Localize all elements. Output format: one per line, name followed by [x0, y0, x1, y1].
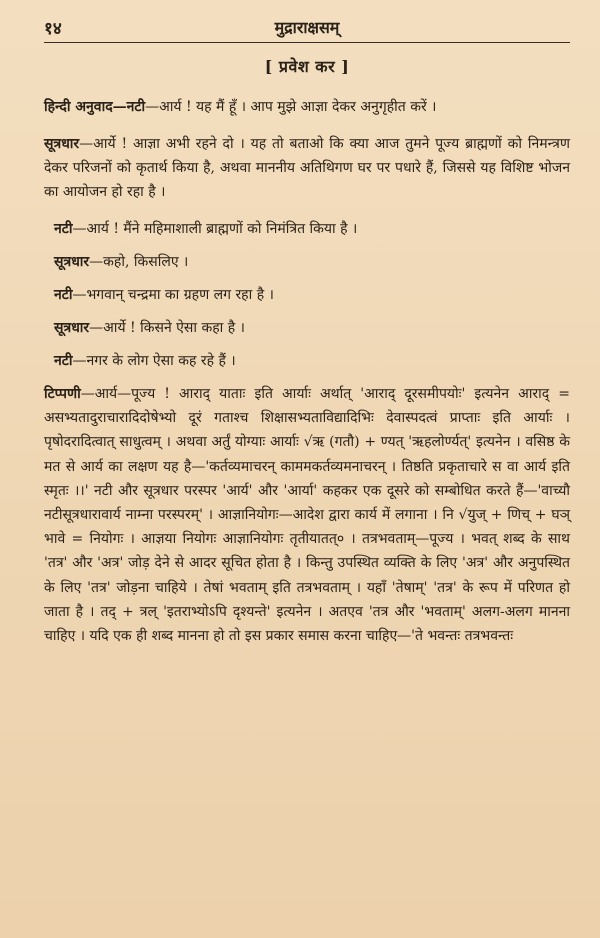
speaker-label: सूत्रधार: [54, 320, 90, 336]
speaker-label: नटी: [54, 353, 73, 369]
dialogue-text: —नगर के लोग ऐसा कह रहे हैं ।: [72, 353, 236, 369]
speaker-label: नटी: [54, 287, 73, 303]
notes-label: टिप्पणी: [44, 386, 81, 402]
speaker-label: सूत्रधार: [44, 136, 80, 152]
dialogue-line: [44, 283, 570, 307]
sutradhar-paragraph: [44, 132, 570, 204]
dialogue-text: —आर्य ! मैंने महिमाशाली ब्राह्मणों को निमंत्रित किया है ।: [72, 221, 358, 237]
dialogue-line: [44, 349, 570, 373]
speaker-label: हिन्दी अनुवाद—नटी: [44, 99, 146, 115]
notes-paragraph: [44, 382, 570, 648]
translation-paragraph: [44, 95, 570, 119]
dialogue-text: —कहो, किसलिए ।: [89, 254, 189, 270]
dialogue-text: —आर्ये ! आज्ञा अभी रहने दो । यह तो बताओ कि क्या आज तुमने पूज्य ब्राह्मणों को निमन्त्रण देकर परिजनों को कृतार्थ किया है, अथवा माननीय अतिथिगण घर पर पधारे हैं, जिससे यह विशिष्ट भोजन का आयोजन हो रहा है ।: [44, 136, 570, 200]
speaker-label: सूत्रधार: [54, 254, 90, 270]
dialogue-text: —आर्ये ! किसने ऐसा कहा है ।: [89, 320, 245, 336]
running-header: [44, 16, 570, 40]
notes-text: —आर्य—पूज्य ! आराद् याताः इति आर्याः अर्थात् 'आराद् दूरसमीपयोः' इत्यनेन आराद् = असभ्यतादुराचारादिदोषेभ्यो दूरं गताश्च शिक्षासभ्यताविद्यादिभिः देवास्पदत्वं प्राप्ताः इति आर्याः । पृषोदरादित्वात् साधुत्वम् । अथवा अर्तुं योग्याः आर्याः √ऋ (गतौ) + ण्यत् 'ऋहलोर्ण्यत्' इत्यनेन । वसिष्ठ के मत से आर्य का लक्षण यह है—'कर्तव्यमाचरन् काममकर्तव्यमनाचरन् । तिष्ठति प्रकृताचारे स वा आर्य इति स्मृतः ।।' नटी और सूत्रधार परस्पर 'आर्य' और 'आर्या' कहकर एक दूसरे को सम्बोधित करते हैं—'वाच्यौ नटीसूत्रधारावार्य नाम्ना परस्परम्' । आज्ञानियोगः—आदेश द्वारा कार्य में लगाना । नि √युज् + णिच् + घञ् भावे = नियोगः । आज्ञया नियोगः आज्ञानियोगः तृतीयातत्० । तत्रभवताम्—पूज्य । भवत् शब्द के साथ 'तत्र' और 'अत्र' जोड़ देने से आदर सूचित होता है । किन्तु उपस्थित व्यक्ति के लिए 'अत्र' और अनुपस्थित के लिए 'तत्र' जोड़ना चाहिये । तेषां भवताम् इति तत्रभवताम् । यहाँ 'तेषाम्' 'तत्र' के रूप में परिणत हो जाता है । तद् + त्रल् 'इतराभ्योऽपि दृश्यन्ते' इत्यनेन । अतएव 'तत्र और 'भवताम्' अलग-अलग मानना चाहिए । यदि एक ही शब्द मानना हो तो इस प्रकार समास करना चाहिए—'ते भवन्तः तत्रभवन्तः: [44, 386, 570, 645]
page-number: १४: [44, 19, 62, 39]
book-title: मुद्राराक्षसम्: [274, 18, 340, 37]
dialogue-line: [44, 250, 570, 274]
dialogue-text: —भगवान् चन्द्रमा का ग्रहण लग रहा है ।: [72, 287, 274, 303]
dialogue-line: [44, 316, 570, 340]
dialogue-text: —आर्य ! यह मैं हूँ । आप मुझे आज्ञा देकर अनुगृहीत करें ।: [145, 99, 437, 115]
section-title: [ प्रवेश कर ]: [264, 57, 350, 76]
speaker-label: नटी: [54, 221, 73, 237]
notes-section: [44, 382, 570, 648]
header-rule: [44, 42, 570, 43]
dialogue-line: [44, 217, 570, 241]
